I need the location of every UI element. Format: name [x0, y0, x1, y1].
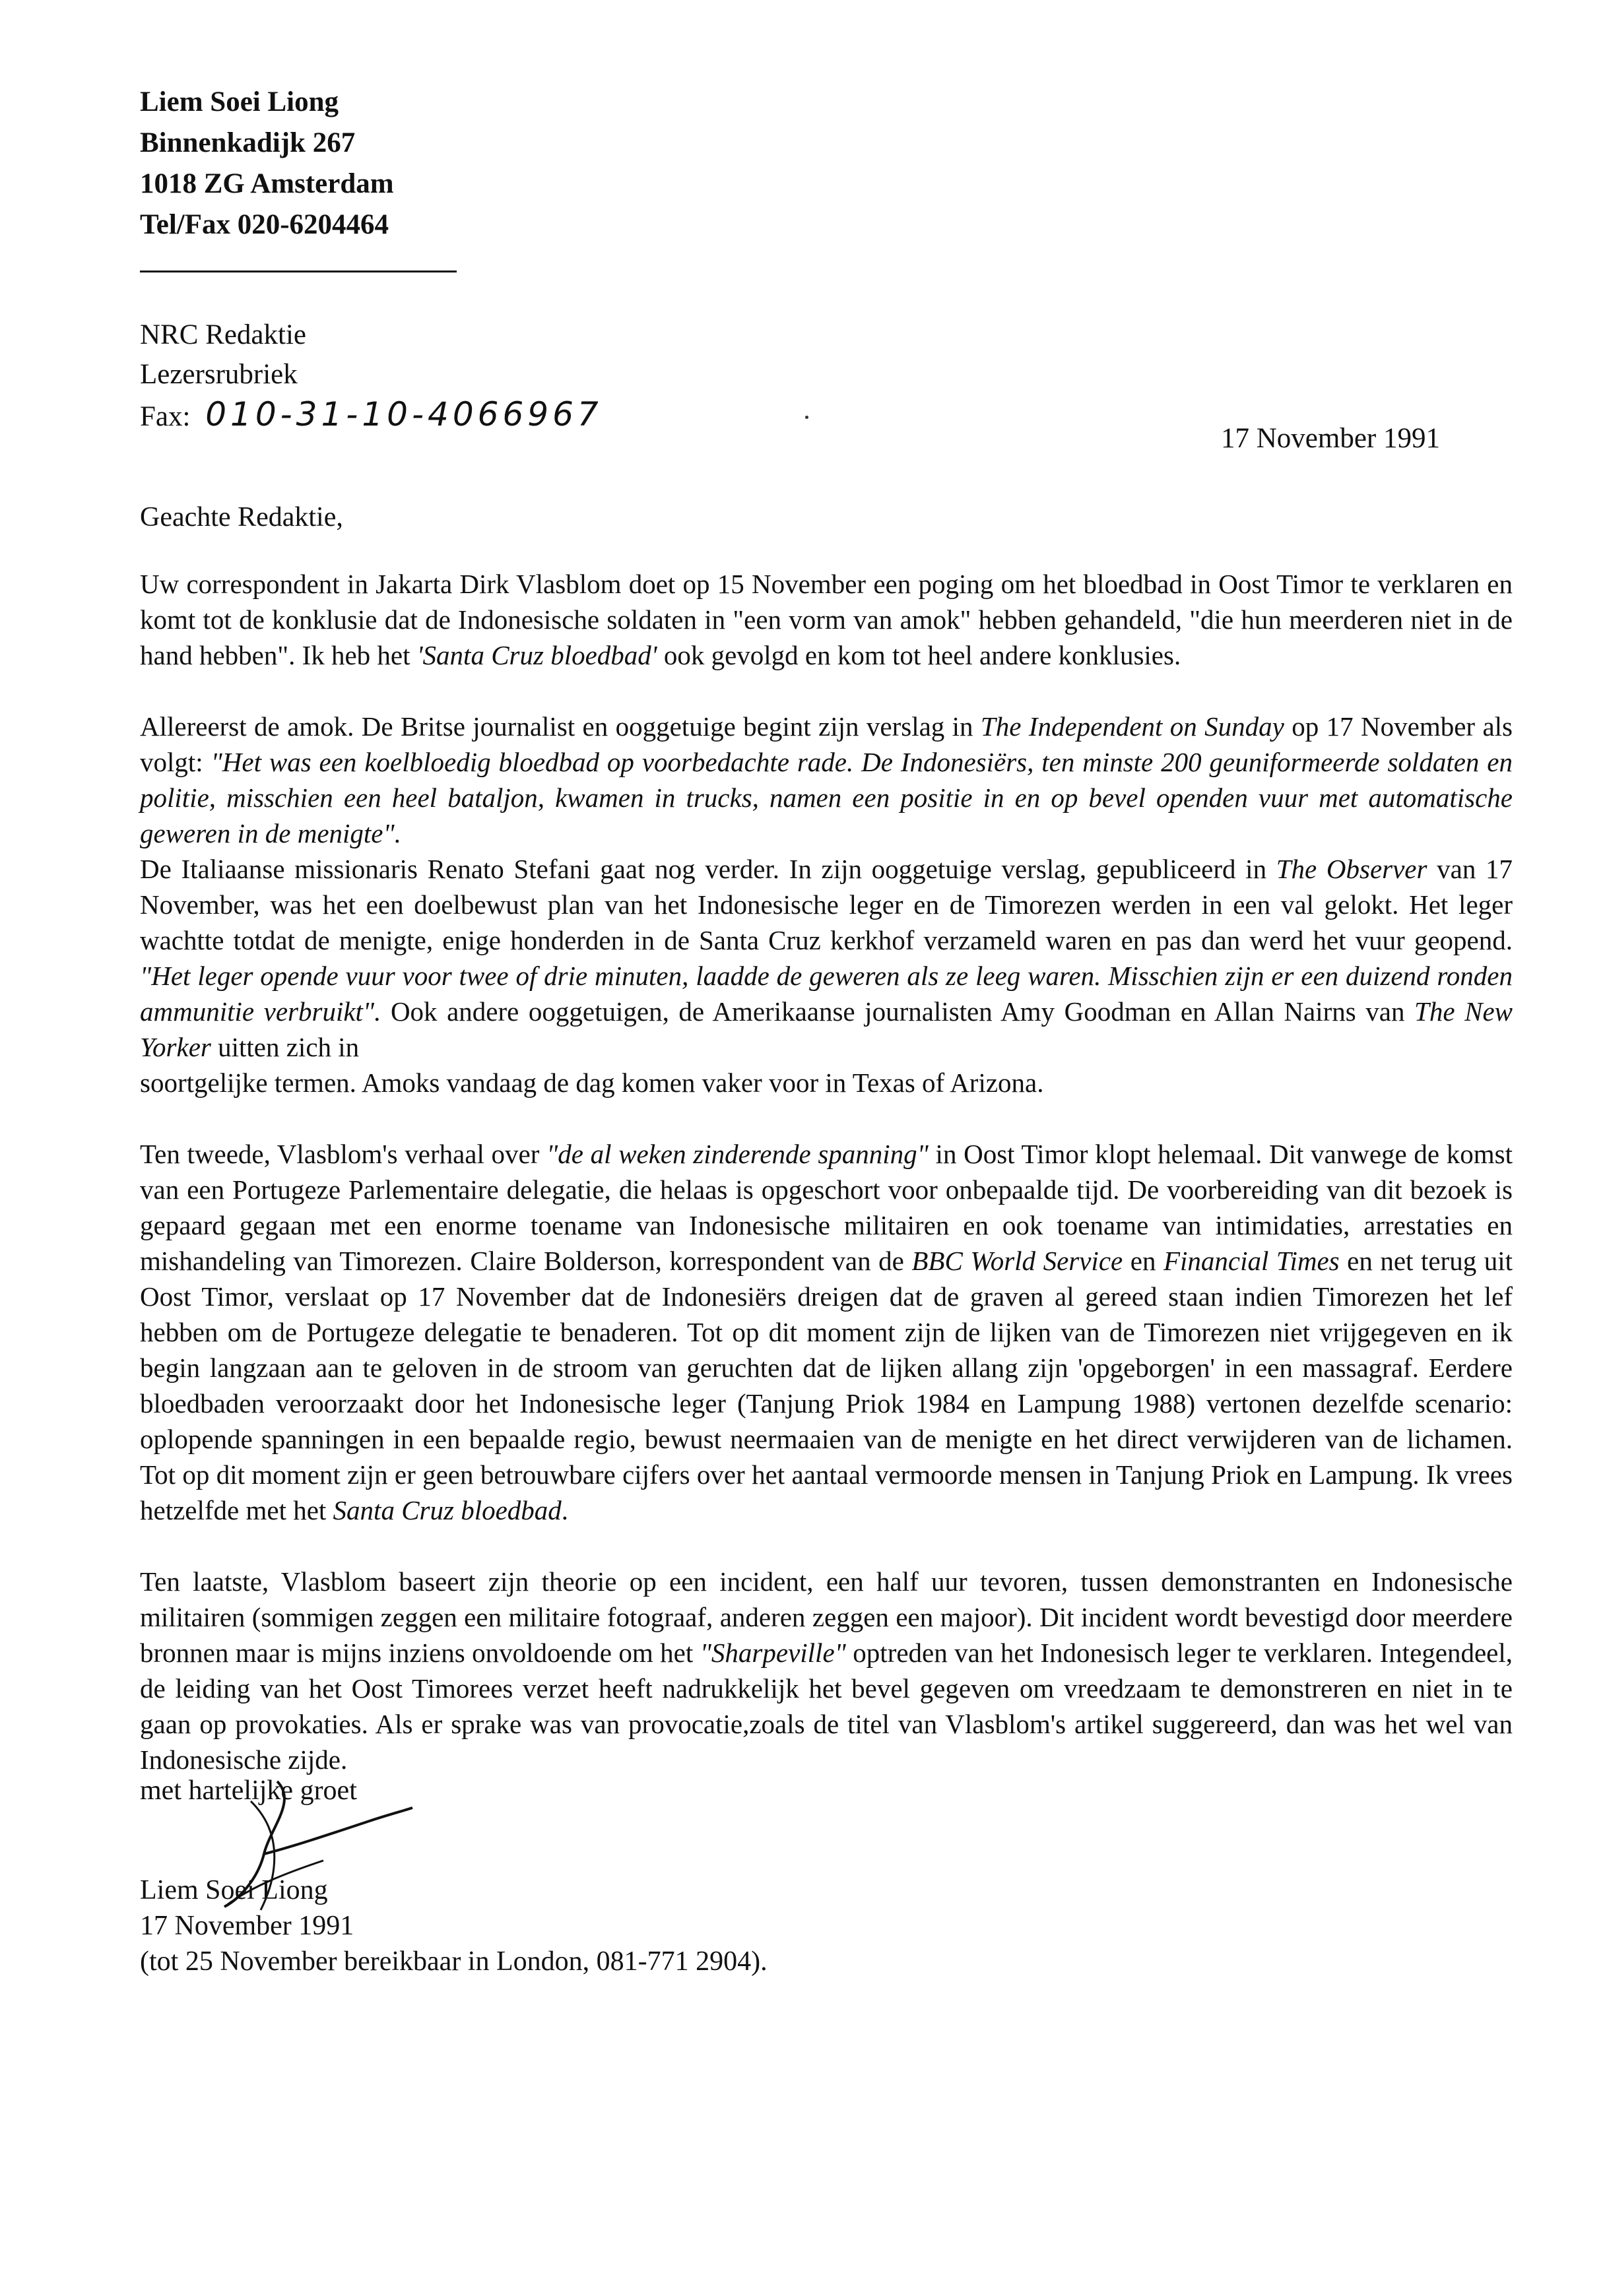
- italic-run: The Observer: [1276, 854, 1427, 884]
- recipient-dept: Lezersrubriek: [140, 359, 298, 390]
- paragraph-1: [140, 566, 1513, 673]
- letter-date: 17 November 1991: [1221, 423, 1440, 454]
- recipient-fax-line: [140, 395, 603, 437]
- text-run: .: [561, 1495, 569, 1525]
- text-run: Ten laatste, Vlasblom baseert zijn theorie op een incident, een half uur tevoren, tussen demonstranten en Indonesische militairen (sommigen zeggen een militaire fotograaf, anderen zeggen een majoor). Dit incident wordt bevestigd door meerdere bronnen maar is mijns inziens onvoldoende om het: [140, 1566, 1513, 1668]
- italic-run: BBC World Service: [911, 1246, 1123, 1276]
- recipient-name: NRC Redaktie: [140, 319, 306, 350]
- text-run: op 17 November als volgt:: [140, 711, 1513, 777]
- paragraph-3-continued: [140, 1065, 1513, 1100]
- italic-quote: "Het was een koelbloedig bloedbad op voorbedachte rade. De Indonesiërs, ten minste 200 geuniformeerde soldaten en politie, misschien een heel bataljon, kwamen in trucks, namen een positie in en op bevel openden vuur met automatische geweren in de menigte".: [140, 747, 1513, 848]
- divider-line: [140, 271, 457, 272]
- sender-street: Binnenkadijk 267: [140, 127, 356, 158]
- recipient-block: [140, 315, 603, 437]
- paragraph-4: [140, 1136, 1513, 1528]
- signoff-note: (tot 25 November bereikbaar in London, 081-771 2904).: [140, 1946, 768, 1977]
- stray-dot: [805, 416, 808, 419]
- text-run: in Oost Timor klopt helemaal. Dit vanwege de komst van een Portugeze Parlementaire delegatie, die helaas is opgeschort voor onbepaalde tijd. De voorbereiding van dit bezoek is gepaard gegaan met een enorme toename van Indonesische militairen en ook toename van intimidaties, arrestaties en mishandeling van Timorezen. Claire Bolderson, korrespondent van de: [140, 1139, 1513, 1276]
- text-run: van 17 November, was het een doelbewust plan van het Indonesische leger en de Timorezen werden in een val gelokt. Het leger wachtte totdat de menigte, enige honderden in de Santa Cruz kerkhof verzameld waren en pas dan werd het vuur geopend.: [140, 854, 1513, 955]
- italic-quote: "Sharpeville": [700, 1638, 846, 1668]
- sender-phone: Tel/Fax 020-6204464: [140, 209, 389, 240]
- paragraph-5: [140, 1564, 1513, 1777]
- text-run: Uw correspondent in Jakarta Dirk Vlasblom doet op 15 November een poging om het bloedbad in Oost Timor te verklaren en komt tot de konklusie dat de Indonesische soldaten in "een vorm van amok" hebben gehandeld, "die hun meerderen niet in de hand hebben". Ik heb het: [140, 569, 1513, 670]
- italic-quote: "de al weken zinderende spanning": [546, 1139, 929, 1169]
- signoff-name: Liem Soei Liong: [140, 1875, 328, 1905]
- fax-number-handwritten: 010-31-10-4066967: [205, 395, 603, 433]
- text-run: Ook andere ooggetuigen, de Amerikaanse journalisten Amy Goodman en Allan Nairns van: [381, 996, 1415, 1027]
- salutation: Geachte Redaktie,: [140, 502, 343, 532]
- paragraph-2: [140, 709, 1513, 851]
- text-run: uitten zich in: [211, 1032, 360, 1062]
- italic-run: The Independent on Sunday: [980, 711, 1284, 742]
- italic-run: 'Santa Cruz bloedbad': [416, 640, 657, 670]
- text-run: De Italiaanse missionaris Renato Stefani gaat nog verder. In zijn ooggetuige verslag, gepubliceerd in: [140, 854, 1276, 884]
- text-run: optreden van het Indonesisch leger te verklaren. Integendeel, de leiding van het Oost Timorees verzet heeft nadrukkelijk het bevel gegeven om vreedzaam te demonstreren en niet in te gaan op provokaties. Als er sprake was van provocatie,zoals de titel van Vlasblom's artikel suggereerd, dan was het wel van Indonesische zijde.: [140, 1638, 1513, 1775]
- signoff-date: 17 November 1991: [140, 1911, 354, 1941]
- fax-label: Fax:: [140, 401, 191, 432]
- sender-name: Liem Soei Liong: [140, 86, 339, 117]
- letter-body: [140, 566, 1513, 1813]
- italic-run: Financial Times: [1163, 1246, 1340, 1276]
- italic-run: The New Yorker: [140, 996, 1513, 1062]
- italic-run: Santa Cruz bloedbad: [333, 1495, 562, 1525]
- text-run: en net terug uit Oost Timor, verslaat op 17 November dat de Indonesiërs dreigen dat de graven al gereed staan indien Timorezen het lef hebben om de Portugeze delegatie te benaderen. Tot op dit moment zijn de lijken van de Timorezen niet vrijgegeven en ik begin langzaan aan te geloven in de stroom van geruchten dat de lijken allang zijn 'opgeborgen' in een massagraf. Eerdere bloedbaden veroorzaakt door het Indonesische leger (Tanjung Priok 1984 en Lampung 1988) vertonen dezelfde scenario: oplopende spanningen in een bepaalde regio, bewust neermaaien van de menigte en het direct verwijderen van de lichamen. Tot op dit moment zijn er geen betrouwbare cijfers over het aantaal vermoorde mensen in Tanjung Priok en Lampung. Ik vrees hetzelfde met het: [140, 1246, 1513, 1525]
- text-run: Allereerst de amok. De Britse journalist en ooggetuige begint zijn verslag in: [140, 711, 981, 742]
- signoff-block: [140, 1872, 768, 1979]
- sender-address-block: [140, 82, 394, 245]
- closing-line: met hartelijke groet: [140, 1775, 357, 1806]
- text-run: en: [1123, 1246, 1163, 1276]
- text-run: ook gevolgd en kom tot heel andere konklusies.: [657, 640, 1181, 670]
- italic-quote: "Het leger opende vuur voor twee of drie minuten, laadde de geweren als ze leeg waren. Misschien zijn er een duizend ronden ammunitie verbruikt".: [140, 961, 1513, 1027]
- text-run: soortgelijke termen. Amoks vandaag de dag komen vaker voor in Texas of Arizona.: [140, 1068, 1044, 1098]
- text-run: Ten tweede, Vlasblom's verhaal over: [140, 1139, 547, 1169]
- paragraph-3: [140, 851, 1513, 1065]
- sender-city: 1018 ZG Amsterdam: [140, 168, 394, 199]
